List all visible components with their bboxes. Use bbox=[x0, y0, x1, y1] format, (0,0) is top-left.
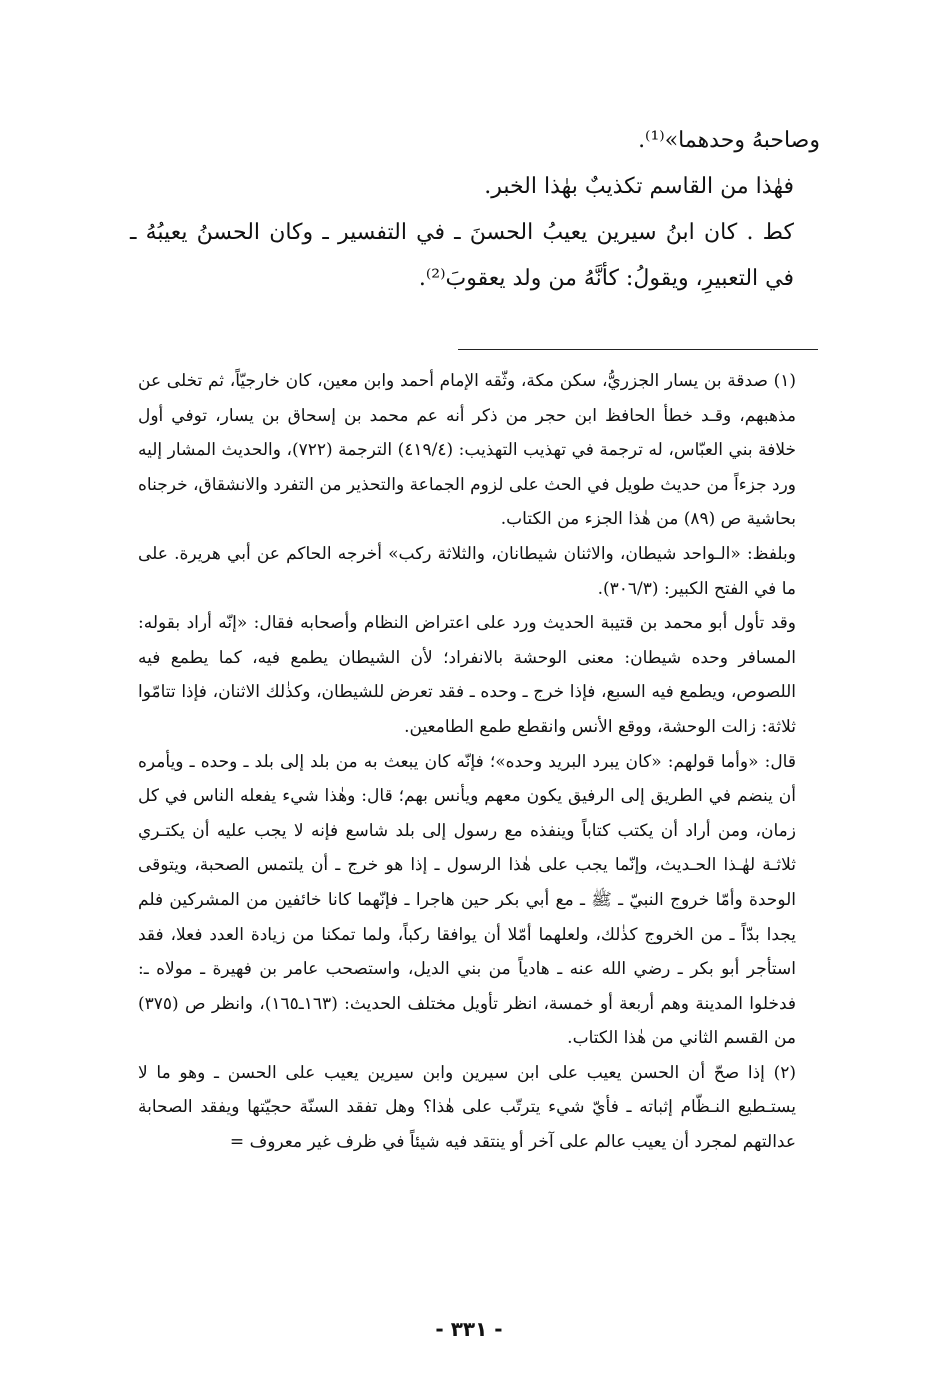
footnote-1-continuation-a: وبلفظ: «الـواحد شيطان، والاثنان شيطانان، والثلاثة ركب» أخرجه الحاكم عن أبي هريرة. على ما في الفتح الكبير: (٣٠٦/٣). bbox=[138, 543, 796, 599]
page-number: - ٣٣١ - bbox=[435, 1317, 503, 1341]
main-line-1: وصاحبهُ وحدهما»⁽¹⁾. bbox=[638, 128, 820, 153]
footnote-separator bbox=[458, 349, 818, 350]
main-paragraph-kt: كط . كان ابنُ سيرين يعيبُ الحسنَ ـ في التفسير ـ وكان الحسنُ يعيبُهُ ـ في التعبيرِ، ويقولُ: كأنَّهُ من ولد يعقوبَ⁽²⁾. bbox=[130, 220, 794, 291]
footnotes bbox=[138, 364, 818, 1160]
main-text bbox=[130, 118, 820, 302]
footnote-1-continuation-b: وقد تأول أبو محمد بن قتيبة الحديث ورد على اعتراض النظام وأصحابه فقال: «إنّه أراد بقوله: المسافر وحده شيطان: معنى الوحشة بالانفراد؛ لأن الشيطان يطمع فيه، كما يطمع فيه اللصوص، ويطمع فيه السبع، فإذا خرج ـ وحده ـ فقد تعرض للشيطان، وكذٰلك الاثنان، فإذا تتامّوا ثلاثة: زالت الوحشة، ووقع الأنس وانقطع طمع الطامعين. bbox=[138, 613, 796, 737]
footnote-2: (٢) إذا صحّ أن الحسن يعيب على ابن سيرين وابن سيرين يعيب على الحسن ـ وهو ما لا يستـطيع النـظّام إثباته ـ فأيّ شيء يترتّب على هٰذا؟ وهل تفقد السنّة حجيّتها ويفقد الصحابة عدالتهم لمجرد أن يعيب عالم على آخر أو ينتقد فيه شيئاً في ظرف غير معروف = bbox=[138, 1062, 796, 1153]
main-line-2: فهٰذا من القاسم تكذيبٌ بهٰذا الخبر. bbox=[484, 174, 794, 199]
footnote-1: (١) صدقة بن يسار الجزريُّ، سكن مكة، وثّقه الإمام أحمد وابن معين، كان خارجيّاً، ثم تخلى عن مذهبهم، وقـد خطأ الحافظ ابن حجر من ذكر أنه عم محمد بن إسحاق بن يسار، توفي أول خلافة بني العبّاس، له ترجمة في تهذيب التهذيب: (٤١٩/٤) الترجمة (٧٢٢)، والحديث المشار إليه ورد جزءاً من حديث طويل في الحث على لزوم الجماعة والتحذير من التفرد والانشقاق، خرجناه بحاشية ص (٨٩) من هٰذا الجزء من الكتاب. bbox=[138, 371, 797, 530]
footnote-1-continuation-c: قال: «وأما قولهم: «كان يبرد البريد وحده»؛ فإنّه كان يبعث به من بلد إلى بلد ـ وحده ـ ويأمره أن ينضم في الطريق إلى الرفيق يكون معهم ويأنس بهم؛ قال: وهٰذا شيء يفعله الناس في كل زمان، ومن أراد أن يكتب كتاباً وينفذه مع رسول إلى بلد شاسع فإنه لا يجب عليه أن يكتـري ثلاثـة لهٰـذا الحـديث، وإنّما يجب على هٰذا الرسول ـ إذا هو خرج ـ أن يلتمس الصحبة، ويتوقى الوحدة وأمّا خروج النبيّ ـ ﷺ ـ مع أبي بكر حين هاجرا ـ فإنّهما كانا خائفين من المشركين فلم يجدا بدّاً ـ من الخروج كذٰلك، ولعلهما أمّلا أن يوافقا ركباً، ولما تمكنا من زيادة العدد فعلا، فقد استأجر أبو بكر ـ رضي الله عنه ـ هادياً من بني الديل، واستصحب عامر بن فهيرة ـ مولاه ـ: فدخلوا المدينة وهم أربعة أو خمسة، انظر تأويل مختلف الحديث: (١٦٣ـ١٦٥)، وانظر ص (٣٧٥) من القسم الثاني من هٰذا الكتاب. bbox=[138, 751, 796, 1049]
